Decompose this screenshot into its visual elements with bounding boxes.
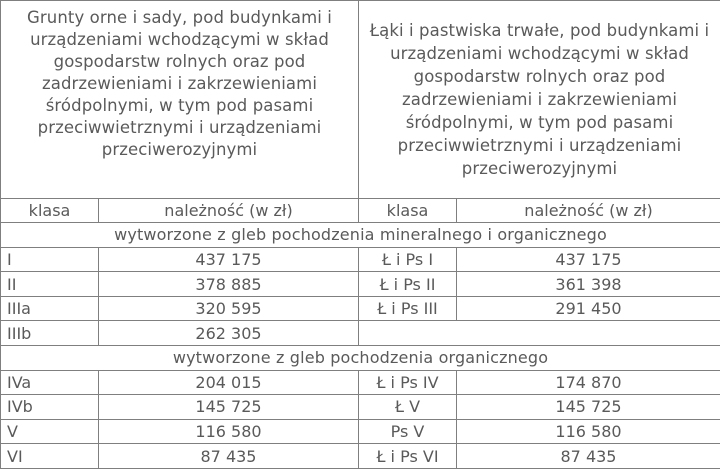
table-row — [1, 395, 720, 420]
column-header-klasa-left: klasa — [1, 198, 99, 223]
table-row — [1, 444, 720, 469]
column-header-naleznosc-right: należność (w zł) — [457, 198, 720, 223]
value-cell: 437 175 — [457, 247, 720, 272]
value-cell: 361 398 — [457, 272, 720, 297]
klasa-cell: IVb — [1, 395, 99, 420]
value-cell: 262 305 — [99, 321, 359, 346]
value-cell: 145 725 — [99, 395, 359, 420]
value-cell: 378 885 — [99, 272, 359, 297]
empty-cell — [359, 321, 720, 346]
value-cell: 320 595 — [99, 296, 359, 321]
header-arable-land: Grunty orne i sady, pod budynkami i urządzeniami wchodzącymi w skład gospodarstw rolnych oraz pod zadrzewieniami i zakrzewieniami śródpolnymi, w tym pod pasami przeciwwietrznymi i urządzeniami przeciwerozyjnymi — [1, 1, 359, 199]
header-grassland: Łąki i pastwiska trwałe, pod budynkami i urządzeniami wchodzącymi w skład gospodarstw rolnych oraz pod zadrzewieniami i zakrzewieniami śródpolnymi, w tym pod pasami przeciwwietrznymi i urządzeniami przeciwerozyjnymi — [359, 1, 720, 199]
value-cell: 204 015 — [99, 370, 359, 395]
klasa-cell: VI — [1, 444, 99, 469]
klasa-cell: Ł i Ps VI — [359, 444, 457, 469]
klasa-cell: Ł i Ps I — [359, 247, 457, 272]
column-header-row — [1, 198, 720, 223]
value-cell: 87 435 — [99, 444, 359, 469]
klasa-cell: IIIb — [1, 321, 99, 346]
klasa-cell: Ł i Ps II — [359, 272, 457, 297]
klasa-cell: I — [1, 247, 99, 272]
column-header-naleznosc-left: należność (w zł) — [99, 198, 359, 223]
klasa-cell: Ł i Ps IV — [359, 370, 457, 395]
section-title-organic: wytworzone z gleb pochodzenia organicznego — [1, 346, 720, 371]
table-row — [1, 419, 720, 444]
value-cell: 174 870 — [457, 370, 720, 395]
klasa-cell: II — [1, 272, 99, 297]
table-row — [1, 370, 720, 395]
value-cell: 116 580 — [457, 419, 720, 444]
klasa-cell: Ł V — [359, 395, 457, 420]
section-title-row — [1, 223, 720, 248]
section-title-row — [1, 346, 720, 371]
value-cell: 291 450 — [457, 296, 720, 321]
section-title-mineral-organic: wytworzone z gleb pochodzenia mineralnego i organicznego — [1, 223, 720, 248]
value-cell: 116 580 — [99, 419, 359, 444]
column-header-klasa-right: klasa — [359, 198, 457, 223]
header-row — [1, 1, 720, 199]
klasa-cell: IIIa — [1, 296, 99, 321]
value-cell: 145 725 — [457, 395, 720, 420]
table-row — [1, 296, 720, 321]
klasa-cell: IVa — [1, 370, 99, 395]
value-cell: 437 175 — [99, 247, 359, 272]
klasa-cell: Ps V — [359, 419, 457, 444]
klasa-cell: Ł i Ps III — [359, 296, 457, 321]
value-cell: 87 435 — [457, 444, 720, 469]
table-row — [1, 247, 720, 272]
table-row — [1, 272, 720, 297]
table-row — [1, 321, 720, 346]
klasa-cell: V — [1, 419, 99, 444]
